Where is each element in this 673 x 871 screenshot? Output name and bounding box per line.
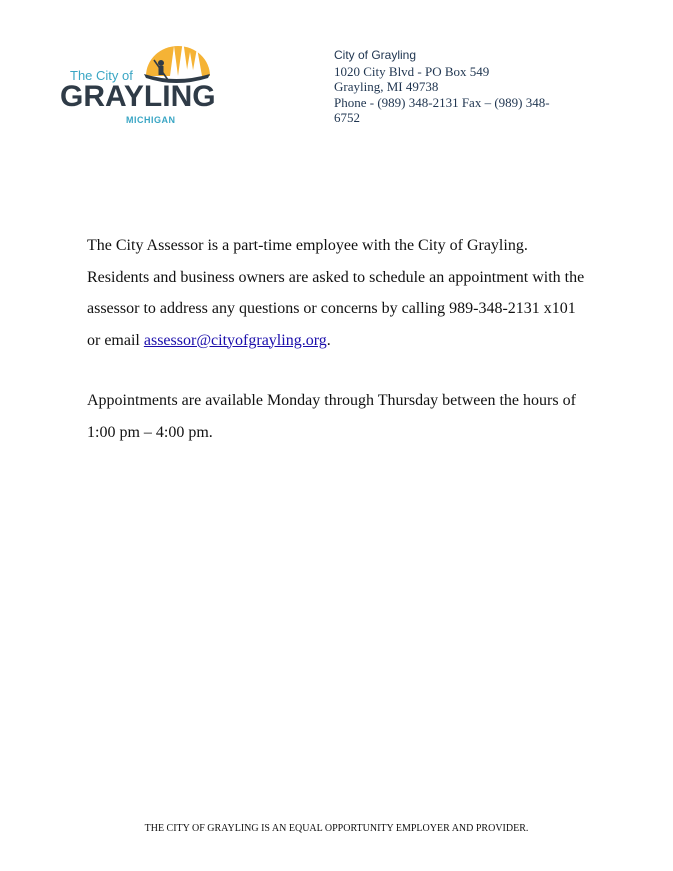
footer-statement: THE CITY OF GRAYLING IS AN EQUAL OPPORTUNITY EMPLOYER AND PROVIDER.: [144, 823, 529, 834]
paragraph-assessor: [87, 230, 587, 356]
contact-phone-cont: 6752: [334, 110, 360, 126]
body-text: [87, 230, 587, 448]
contact-address2: Grayling, MI 49738: [334, 79, 439, 95]
logo-line-michigan: MICHIGAN: [126, 115, 176, 125]
contact-org: City of Grayling: [334, 48, 417, 62]
paragraph-appointments: Appointments are available Monday through Thursday between the hours of 1:00 pm – 4:00 pm.: [87, 392, 576, 441]
assessor-email-link[interactable]: assessor@cityofgrayling.org: [143, 331, 327, 349]
contact-phone: Phone - (989) 348-2131 Fax – (989) 348-: [334, 94, 550, 110]
paragraph-assessor-end: .: [326, 331, 331, 349]
logo-line-grayling: GRAYLING: [60, 80, 216, 113]
logo-line-city-of: The City of: [70, 68, 133, 83]
paragraph-assessor-text: The City Assessor is a part-time employee with the City of Grayling. Residents and business owners are asked to schedule an appointment with the assessor to address any questions or concerns by calling 989-348-2131 x101 or email: [87, 237, 585, 349]
contact-block: [334, 48, 574, 126]
city-logo: [58, 38, 228, 130]
contact-address1: 1020 City Blvd - PO Box 549: [334, 63, 490, 79]
